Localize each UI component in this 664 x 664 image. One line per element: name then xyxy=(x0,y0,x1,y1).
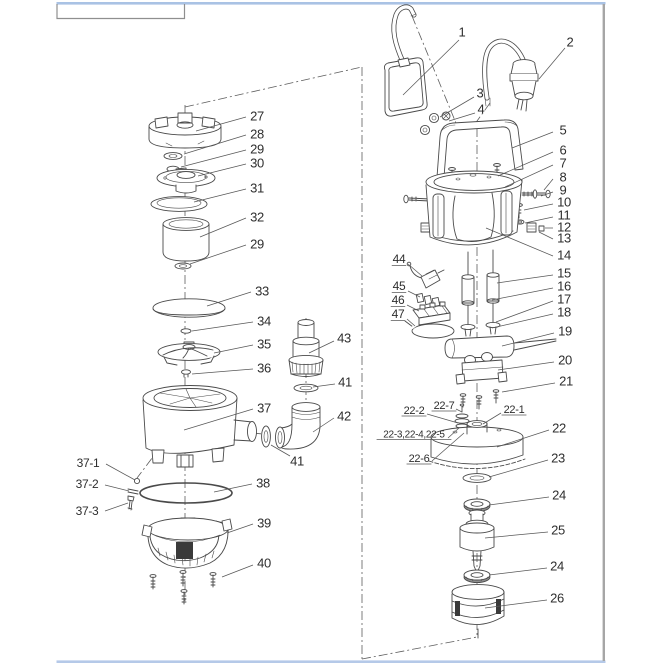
bearing-cap xyxy=(149,113,221,148)
leader-line-34 xyxy=(192,322,253,331)
seal-plate-30 xyxy=(157,168,215,193)
part-label-27: 27 xyxy=(250,108,264,124)
top-border-line xyxy=(57,2,606,5)
float-switch-1 xyxy=(384,7,427,116)
impeller-35 xyxy=(158,342,220,365)
elbow-42 xyxy=(276,403,321,449)
power-plug-2 xyxy=(485,41,538,111)
part-label-13: 13 xyxy=(557,230,571,246)
terminals-45 xyxy=(416,293,440,306)
washer-28 xyxy=(164,153,182,160)
part-label-22-2: 22-2 xyxy=(403,404,425,417)
rotor-25 xyxy=(460,510,494,573)
leader-line-13 xyxy=(539,232,553,239)
bearing-24-lower xyxy=(464,570,490,583)
part-label-23: 23 xyxy=(551,450,565,466)
top-left-tab xyxy=(57,4,185,19)
leader-line-22-1 xyxy=(483,413,501,424)
leader-line-14 xyxy=(486,228,553,256)
washer-34 xyxy=(181,329,191,333)
leader-line-41a xyxy=(313,384,335,387)
part-label-4: 4 xyxy=(477,101,485,117)
part-label-39: 39 xyxy=(257,515,271,531)
leader-line-20 xyxy=(498,362,554,370)
part-label-29b: 29 xyxy=(250,236,264,252)
leader-line-17 xyxy=(496,301,553,322)
gasket-31 xyxy=(151,197,207,212)
callout-layer xyxy=(76,25,574,608)
part-label-37-3: 37-3 xyxy=(75,504,99,519)
part-label-46: 46 xyxy=(391,293,405,308)
washer-41-side xyxy=(262,426,271,447)
part-label-42: 42 xyxy=(337,408,351,424)
leader-line-23 xyxy=(489,460,548,477)
leader-line-30 xyxy=(198,164,246,176)
part-label-45: 45 xyxy=(392,279,406,294)
part-label-20: 20 xyxy=(558,352,572,368)
suction-base-39 xyxy=(142,518,232,568)
part-label-15: 15 xyxy=(557,265,571,281)
part-label-41a: 41 xyxy=(338,374,352,390)
leader-line-37-2 xyxy=(105,485,129,491)
leader-line-16 xyxy=(492,288,553,300)
leader-line-25 xyxy=(485,532,548,538)
leader-line-8 xyxy=(544,179,553,190)
part-label-24b: 24 xyxy=(550,558,564,574)
motor-cover-22 xyxy=(429,421,525,469)
leader-line-22-2 xyxy=(427,414,458,423)
right-assembly xyxy=(384,7,556,638)
fasteners-37x xyxy=(128,478,140,510)
part-label-37: 37 xyxy=(257,400,271,416)
screws-21 xyxy=(460,390,499,409)
capacitor-19 xyxy=(445,336,556,358)
part-label-24a: 24 xyxy=(552,487,566,503)
part-label-22-6: 22-6 xyxy=(408,452,430,465)
leader-line-29a xyxy=(181,150,246,167)
bottom-border-line xyxy=(57,660,606,663)
part-label-22-1: 22-1 xyxy=(503,403,525,416)
leader-line-6 xyxy=(498,152,553,176)
part-label-8: 8 xyxy=(559,169,567,185)
part-label-2: 2 xyxy=(566,34,574,50)
part-label-22-7: 22-7 xyxy=(433,399,455,412)
leader-line-35 xyxy=(214,345,253,353)
screws-40 xyxy=(150,571,216,604)
washer-23 xyxy=(463,474,491,483)
cup-32 xyxy=(163,218,209,261)
leader-line-37-3 xyxy=(105,503,128,511)
leader-line-36 xyxy=(192,369,253,374)
terminal-block-46 xyxy=(413,302,450,325)
part-label-28: 28 xyxy=(250,126,264,142)
part-label-22: 22 xyxy=(552,420,566,436)
part-label-40: 40 xyxy=(257,555,271,571)
part-label-6: 6 xyxy=(559,142,567,158)
part-label-9: 9 xyxy=(559,182,567,198)
leader-line-10 xyxy=(524,204,553,210)
leader-line-15 xyxy=(497,275,553,283)
part-label-25: 25 xyxy=(551,522,565,538)
part-label-33: 33 xyxy=(255,283,269,299)
part-label-12: 12 xyxy=(557,219,571,235)
part-label-17: 17 xyxy=(557,291,571,307)
part-label-16: 16 xyxy=(557,278,571,294)
left-assembly xyxy=(128,113,257,604)
leader-line-38 xyxy=(214,484,252,492)
leader-line-33 xyxy=(207,292,251,306)
wire-44 xyxy=(407,262,444,288)
leader-line-40 xyxy=(222,565,253,577)
leader-line-22-7 xyxy=(456,409,462,412)
part-label-10: 10 xyxy=(557,194,571,210)
part-label-11: 11 xyxy=(557,207,571,223)
part-label-22-345: 22-3,22-4,22-5 xyxy=(383,429,445,441)
part-label-7: 7 xyxy=(559,155,567,171)
leader-line-2 xyxy=(539,48,565,79)
nut-36 xyxy=(182,370,191,377)
leader-line-3 xyxy=(440,97,474,117)
part-label-14: 14 xyxy=(557,247,571,263)
pump-housing-37 xyxy=(143,386,257,468)
part-label-37-1: 37-1 xyxy=(76,456,100,471)
part-label-44: 44 xyxy=(392,252,406,267)
part-label-3: 3 xyxy=(476,85,484,101)
leader-line-4 xyxy=(449,113,475,121)
plate-33 xyxy=(153,299,225,317)
motor-housing-14 xyxy=(426,171,522,245)
leader-line-24b xyxy=(489,568,547,575)
part-label-1: 1 xyxy=(458,24,466,40)
part-label-19: 19 xyxy=(558,323,572,339)
part-label-32: 32 xyxy=(250,209,264,225)
o-ring-38 xyxy=(140,483,232,503)
stator-26 xyxy=(452,585,504,638)
part-label-26: 26 xyxy=(550,590,564,606)
part-label-34: 34 xyxy=(257,313,271,329)
part-label-38: 38 xyxy=(256,475,270,491)
leader-line-18 xyxy=(492,314,553,328)
part-label-37-2: 37-2 xyxy=(75,477,99,492)
part-label-30: 30 xyxy=(250,155,264,171)
part-label-41b: 41 xyxy=(290,453,304,469)
part-label-43: 43 xyxy=(337,330,351,346)
washer-29-lower xyxy=(175,263,191,269)
part-label-21: 21 xyxy=(559,373,573,389)
part-label-5: 5 xyxy=(559,122,567,138)
part-label-35: 35 xyxy=(257,336,271,352)
leader-line-37-1 xyxy=(106,464,135,480)
part-label-29a: 29 xyxy=(250,141,264,157)
part-label-31: 31 xyxy=(250,180,264,196)
leader-line-21 xyxy=(502,383,555,392)
leader-line-24a xyxy=(489,497,549,505)
washer-41-top xyxy=(294,384,318,392)
part-label-18: 18 xyxy=(557,304,571,320)
right-page-edge xyxy=(603,4,605,661)
part-label-47: 47 xyxy=(391,307,405,322)
leader-line-11 xyxy=(525,217,553,223)
part-label-36: 36 xyxy=(257,360,271,376)
hose-adapter-43 xyxy=(289,320,323,377)
studs-15-16 xyxy=(461,250,500,336)
leader-line-31 xyxy=(194,189,246,202)
